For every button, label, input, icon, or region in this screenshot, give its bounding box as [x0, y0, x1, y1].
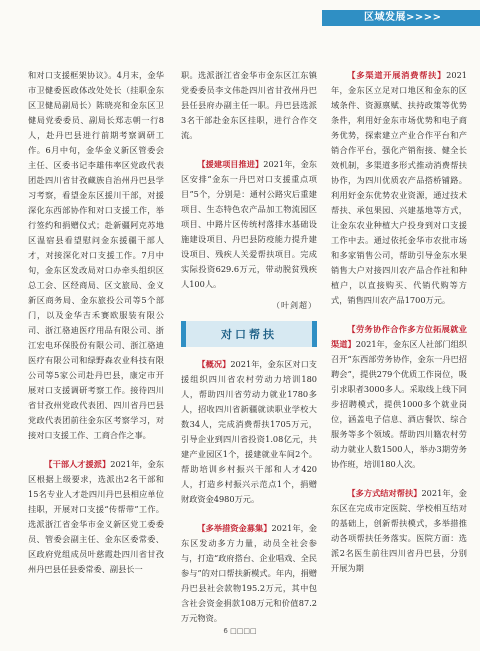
paragraph: [181, 357, 317, 507]
author-signature: （叶剑超）: [272, 301, 317, 310]
section-header-label: 区域发展>>>>: [364, 12, 442, 23]
paragraph-tag: 【概况】: [197, 359, 231, 369]
paragraph-tag: 【多举措资金募集】: [197, 523, 272, 533]
paragraph-text: 2021年，金东区在完成市定医院、学校相互结对的基础上，创新帮扶模式，多举措推动各项帮扶任务落实。医院方面：选派2名医生前往四川省丹巴县，分别开展为期: [331, 488, 467, 573]
banner-right-bar: [312, 321, 317, 347]
column-left: [28, 68, 164, 577]
paragraph: [331, 486, 467, 576]
paragraph-tag: 【多方式结对帮扶】: [347, 488, 422, 498]
paragraph: [181, 521, 317, 626]
paragraph-tag: 【劳务协作合作多方位拓展就业渠道】: [331, 324, 467, 349]
paragraph: 和对口支援框架协议》。4月末，金华市卫健委医政体改处处长（挂职金东区卫健局副局长）陈晓亮和金东区卫健局党委委员、副局长郑志朝一行8人，赴丹巴县进行前期考察调研工作。6月中旬，金华金义新区管委会主任、区委书记李雄伟率区党政代表团赴四川省甘孜藏族自治州丹巴县学习考察，看望金东区援川干部，对援深化东西部协作和对口支援工作，举行签约和捐赠仪式；赴新疆阿克苏地区温宿县看望慰问金东援疆干部人才，对接深化对口支援工作。7月中旬，金东区发改局对口办牵头组织区总工会、区经商局、区文旅局、金义新区商务局、金东旅投公司等5个部门，以及金华吉禾赛欧服装有限公司、浙江骆迪医疗用品有限公司、浙江宏电环保股份有限公司、浙江骆迪医疗有限公司和绿野森农业科技有限公司等5家公司赴丹巴县，康定市开展对口支援调研考察工作。接待四川省甘孜州党政代表团、四川省丹巴县党政代表团前往金东区考察学习，对接对口支援工作、工商合作之事。: [28, 70, 164, 440]
paragraph: [331, 322, 467, 472]
paragraph: [181, 157, 317, 292]
paragraph-tag: 【援建项目推进】: [197, 159, 264, 169]
paragraph: [28, 457, 164, 577]
footer-title: □□□□: [230, 627, 257, 635]
section-title: 对口帮扶: [221, 327, 277, 341]
section-banner: [181, 321, 317, 347]
paragraph-tag: 【多渠道开展消费帮扶】: [347, 70, 447, 80]
paragraph-text: 2021年，金东区立足对口地区和金东的区域条件、资源禀赋、扶持政策等优势条件，利用好金东市场优势和电子商务优势，探索建立产业合作平台和产销合作平台，强化产销衔接、健全长效机制，多渠道多形式推动消费帮扶协作，为四川优质农产品搭桥铺路。利用好金东优势农业资源，通过技术帮扶、承包果园、兴建基地等方式，让金东农业种植大户投身到对口支援工作中去。通过依托金华市农批市场和多家销售公司，帮助引导金东水果销售大户对接四川农产品合作社和种植户，以直接购买、代销代购等方式，销售四川农产品1700万元。: [331, 70, 467, 305]
page-number: 6: [223, 627, 228, 635]
paragraph-text: 2021年，金东区发动多方力量，动员全社会参与，打造“政府搭台、企业唱戏、全民参与”的对口帮扶新模式。年内，捐赠丹巴县社会款物195.2万元，其中包含社会资金捐款108万元和价值87.2万元物资。: [181, 523, 317, 623]
banner-left-bar: [181, 321, 186, 347]
paragraph-text: 2021年，金东区人社部门组织召开“东西部劳务协作，金东一丹巴招聘会”，提供279个优质工作岗位，吸引求职者3000多人。采取线上线下同步招聘模式，提供1000多个就业岗位，涵盖电子信息、酒店餐饮、综合服务等多个领域。帮助四川籍农村劳动力就业人数1500人，举办3期劳务协作班，培训180人次。: [331, 339, 467, 469]
column-right: [331, 68, 467, 576]
paragraph-text: 2021年，金东区根据上级要求，选派出2名干部和15名专业人才赴四川丹巴县相应单位挂职，开展对口支援“传帮带”工作。选派浙江省金华市金义新区党工委委员、管委会副主任、金东区委常委、区政府党组成员叶慈霞赴四川省甘孜州丹巴县任县委常委、副县长一: [28, 459, 164, 574]
column-middle: [181, 68, 317, 626]
paragraph-text: 2021年，金东区安排“金东一丹巴对口支援重点项目”5个，分别是：通村公路灾后重建项目、生态特色农产品加工物流园区项目、中路片区传统村落排水基础设施建设项目、丹巴县防疫能力提升建设项目、残疾人关爱帮扶项目。完成实际投资629.6万元，带动脱贫残疾人100人。: [181, 159, 317, 289]
paragraph-tag: 【干部人才援派】: [44, 459, 111, 469]
paragraph-text: 2021年，金东区对口支援组织四川省农村劳动力培训180人，帮助四川省劳动力就业1780多人，招收四川省新疆就读职业学校大数34人，完成消费帮扶1705万元，引导企业到四川省投资1.08亿元，共建产业园区1个，援建就业车间2个。帮助培训乡村振兴干部和人才420人，打造乡村振兴示范点1个，捐赠财政资金4980万元。: [181, 359, 317, 504]
paragraph: 职。选派浙江省金华市金东区江东镇党委委员李文伟赴四川省甘孜州丹巴县任县府办副主任一职。丹巴县选派3名干部赴金东区挂职，进行合作交流。: [181, 70, 317, 140]
paragraph: [331, 68, 467, 308]
page-header: [0, 6, 480, 28]
page-footer: [0, 627, 480, 635]
